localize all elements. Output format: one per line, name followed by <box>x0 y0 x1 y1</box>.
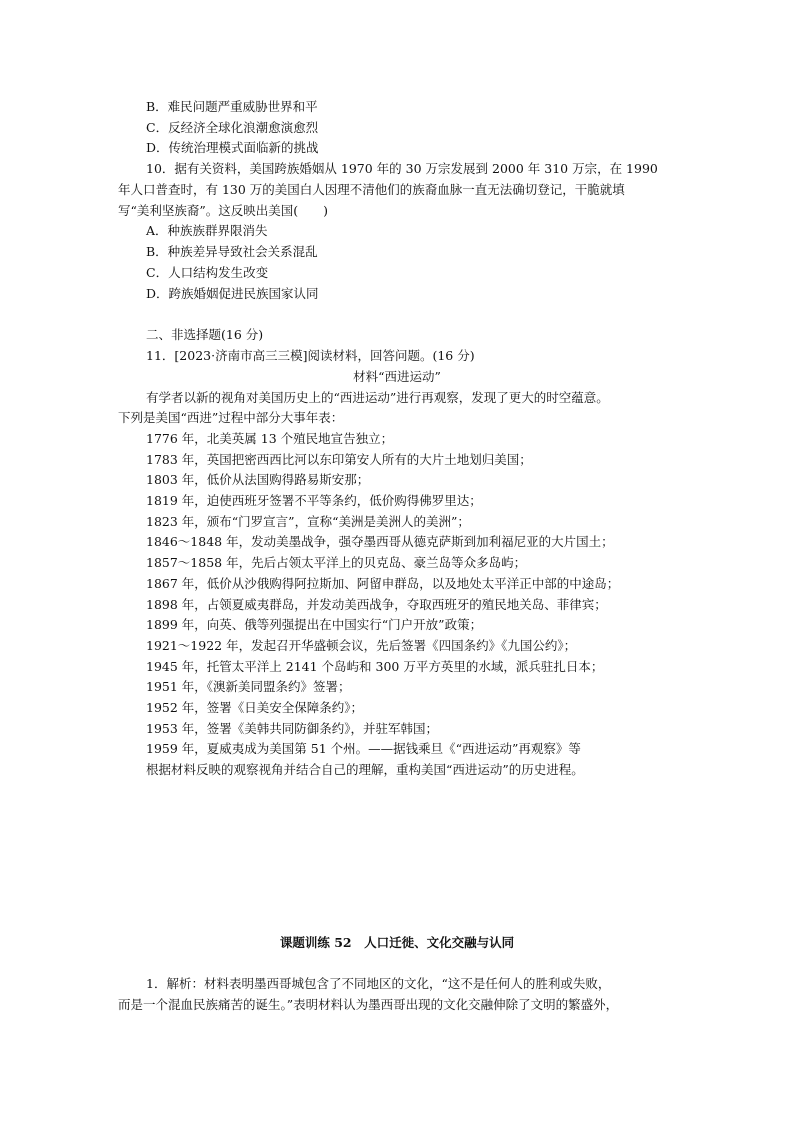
q10-option-d: D．跨族婚姻促进民族国家认同 <box>146 286 319 301</box>
answer-line2: 而是一个混血民族痛苦的诞生。”表明材料认为墨西哥出现的文化交融伸除了文明的繁盛外， <box>118 997 619 1012</box>
q10-option-a: A．种族族群界限消失 <box>146 223 268 238</box>
event-item: 1953 年，签署《美韩共同防御条约》，并驻军韩国； <box>146 721 439 736</box>
answer-section-title: 课题训练 52 人口迁徙、文化交融与认同 <box>279 935 515 950</box>
q9-option-c: C．反经济全球化浪潮愈演愈烈 <box>146 120 319 135</box>
event-item: 1921～1922 年，发起召开华盛顿会议，先后签署《四国条约》《九国公约》； <box>146 638 577 653</box>
q9-option-b: B．难民问题严重威胁世界和平 <box>146 99 318 114</box>
q10-stem-line3: 写“美利坚族裔”。这反映出美国( ) <box>118 203 329 218</box>
event-item: 1867 年，低价从沙俄购得阿拉斯加、阿留申群岛，以及地处太平洋正中部的中途岛； <box>146 576 620 591</box>
event-item: 1959 年，夏威夷成为美国第 51 个州。——据钱乘旦《“西进运动”再观察》等 <box>146 741 581 756</box>
material-title: 材料“西进运动” <box>353 369 441 384</box>
material-intro-line2: 下列是美国“西进”过程中部分大事年表： <box>118 410 344 425</box>
section2-heading: 二、非选择题(16 分) <box>146 327 264 342</box>
q10-option-b: B．种族差异导致社会关系混乱 <box>146 244 318 259</box>
q10-stem-line1: 10．据有关资料，美国跨族婚姻从 1970 年的 30 万宗发展到 2000 年 310 万宗，在 1990 <box>146 161 658 176</box>
event-item: 1857～1858 年，先后占领太平洋上的贝克岛、豪兰岛等众多岛屿； <box>146 555 527 570</box>
material-intro-line1: 有学者以新的视角对美国历史上的“西进运动”进行再观察，发现了更大的时空蕴意。 <box>146 390 609 405</box>
event-item: 1803 年，低价从法国购得路易斯安那； <box>146 472 370 487</box>
event-item: 1945 年，托管太平洋上 2141 个岛屿和 300 万平方英里的水域，派兵驻扎日本； <box>146 659 604 674</box>
event-item: 1951 年，《澳新美同盟条约》签署； <box>146 679 351 694</box>
event-item: 1819 年，迫使西班牙签署不平等条约，低价购得佛罗里达； <box>146 493 482 508</box>
q9-option-d: D．传统治理模式面临新的挑战 <box>146 140 319 155</box>
q11-question: 根据材料反映的观察视角并结合自己的理解，重构美国“西进运动”的历史进程。 <box>146 762 584 777</box>
answer-line1: 1．解析：材料表明墨西哥城包含了不同地区的文化，“这不是任何人的胜利或失败， <box>146 976 611 991</box>
q10-option-c: C．人口结构发生改变 <box>146 265 269 280</box>
event-item: 1898 年，占领夏威夷群岛，并发动美西战争，夺取西班牙的殖民地关岛、菲律宾； <box>146 597 607 612</box>
q10-stem-line2: 年人口普查时，有 130 万的美国白人因理不清他们的族裔血脉一直无法确切登记，干脆就填 <box>118 182 625 197</box>
event-item: 1783 年，英国把密西西比河以东印第安人所有的大片土地划归美国； <box>146 452 532 467</box>
event-item: 1776 年，北美英属 13 个殖民地宣告独立； <box>146 431 394 446</box>
event-item: 1846～1848 年，发动美墨战争，强夺墨西哥从德克萨斯到加利福尼亚的大片国土； <box>146 534 614 549</box>
event-item: 1899 年，向英、俄等列强提出在中国实行“门户开放”政策； <box>146 617 483 632</box>
q11-stem: 11．[2023·济南市高三三模]阅读材料，回答问题。(16 分) <box>146 348 475 363</box>
event-item: 1952 年，签署《日美安全保障条约》； <box>146 700 364 715</box>
event-item: 1823 年，颁布“门罗宣言”，宣称“美洲是美洲人的美洲”； <box>146 514 470 529</box>
